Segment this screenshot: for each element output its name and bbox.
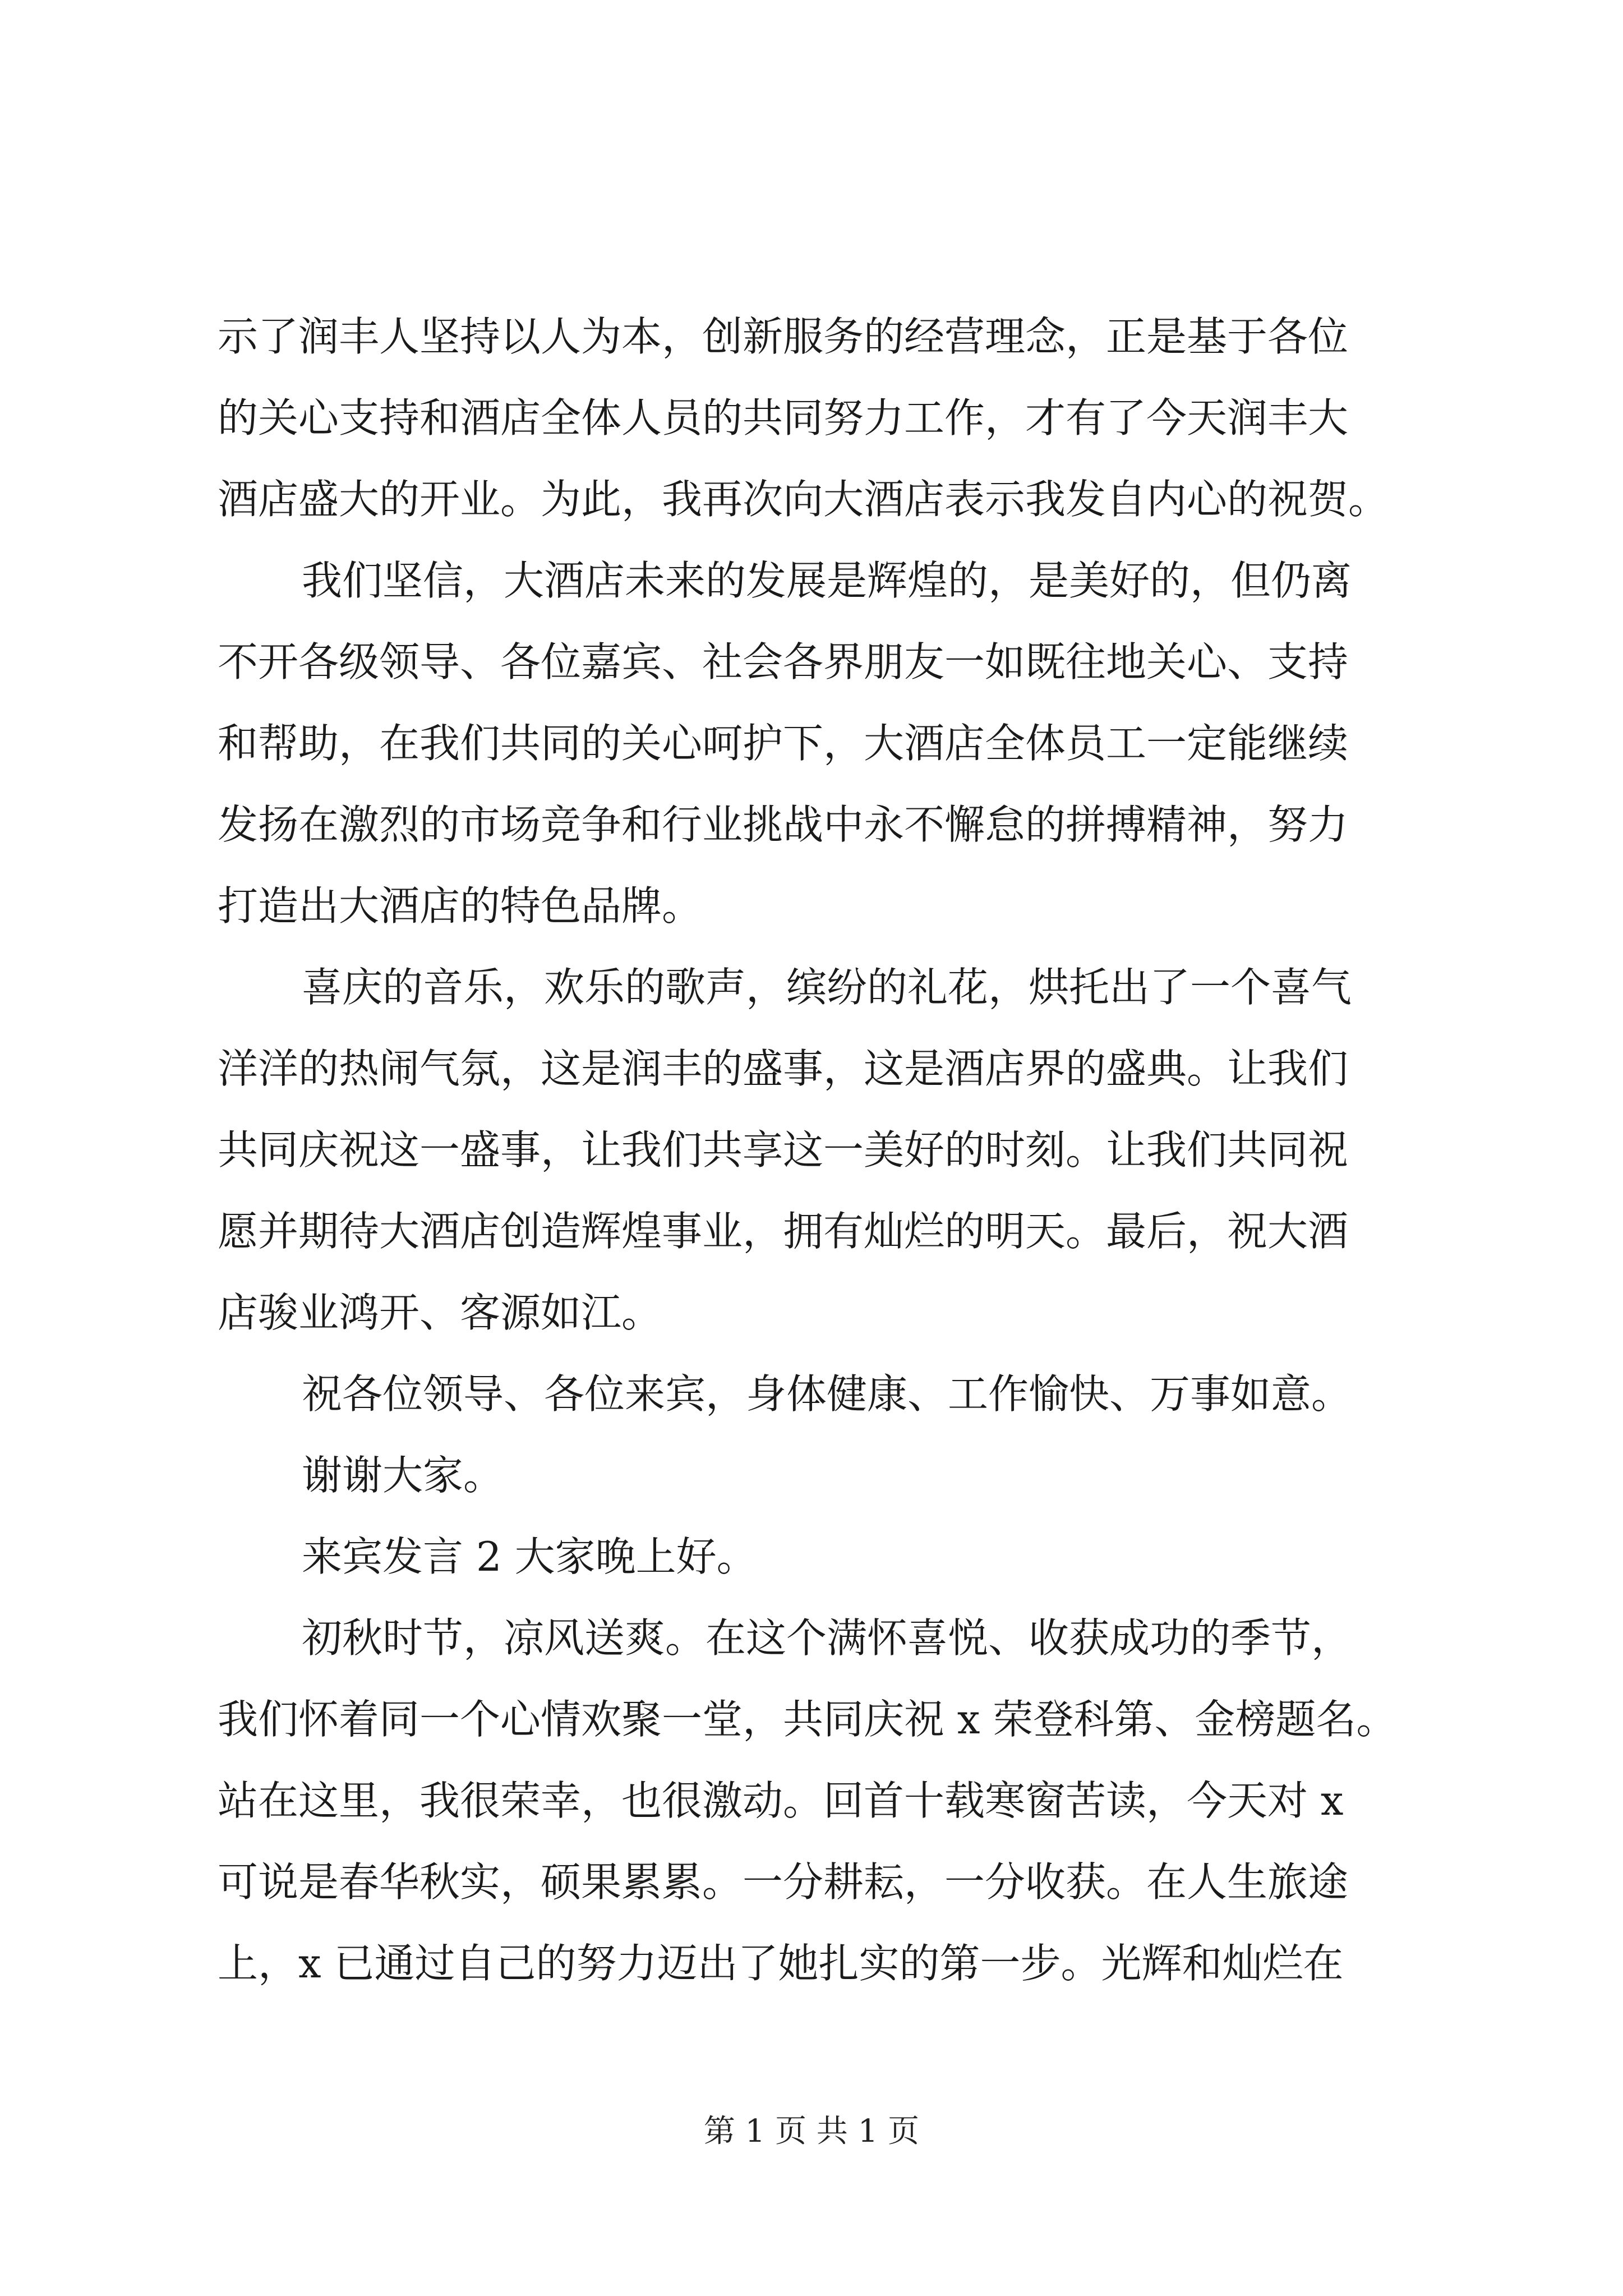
text-line-content: 示了润丰人坚持以人为本，创新服务的经营理念，正是基于各位 bbox=[218, 313, 1349, 360]
text-line-content: 发扬在激烈的市场竞争和行业挑战中永不懈怠的拼搏精神，努力 bbox=[218, 801, 1349, 848]
text-line-content: 洋洋的热闹气氛，这是润丰的盛事，这是酒店界的盛典。让我们 bbox=[218, 1045, 1349, 1092]
text-line bbox=[0, 547, 1623, 614]
text-line-content: 我们坚信，大酒店未来的发展是辉煌的，是美好的，但仍离 bbox=[302, 557, 1352, 604]
text-line bbox=[0, 1035, 1623, 1102]
text-line bbox=[0, 1604, 1623, 1672]
text-line-content: 我们怀着同一个心情欢聚一堂，共同庆祝 x 荣登科第、金榜题名。 bbox=[218, 1696, 1397, 1743]
text-line-content: 和帮助，在我们共同的关心呵护下，大酒店全体员工一定能继续 bbox=[218, 720, 1349, 767]
text-line bbox=[0, 384, 1623, 452]
text-line-content: 来宾发言 2 大家晚上好。 bbox=[302, 1533, 757, 1580]
text-line bbox=[0, 1279, 1623, 1346]
text-line bbox=[0, 466, 1623, 533]
text-line bbox=[0, 872, 1623, 940]
text-line bbox=[0, 1767, 1623, 1834]
text-line-content: 喜庆的音乐，欢乐的歌声，缤纷的礼花，烘托出了一个喜气 bbox=[302, 964, 1352, 1011]
text-line bbox=[0, 628, 1623, 696]
text-line-content: 初秋时节，凉风送爽。在这个满怀喜悦、收获成功的季节， bbox=[302, 1614, 1352, 1662]
text-line-content: 愿并期待大酒店创造辉煌事业，拥有灿烂的明天。最后，祝大酒 bbox=[218, 1208, 1349, 1255]
text-line-content: 共同庆祝这一盛事，让我们共享这一美好的时刻。让我们共同祝 bbox=[218, 1126, 1349, 1174]
text-line bbox=[0, 1686, 1623, 1753]
text-line bbox=[0, 1523, 1623, 1590]
text-line bbox=[0, 1930, 1623, 1997]
text-line-content: 的关心支持和酒店全体人员的共同努力工作，才有了今天润丰大 bbox=[218, 394, 1349, 441]
text-line bbox=[0, 1198, 1623, 1265]
text-line-content: 不开各级领导、各位嘉宾、社会各界朋友一如既往地关心、支持 bbox=[218, 638, 1349, 685]
text-line bbox=[0, 303, 1623, 370]
text-line-content: 谢谢大家。 bbox=[302, 1452, 504, 1499]
text-line-content: 祝各位领导、各位来宾，身体健康、工作愉快、万事如意。 bbox=[302, 1370, 1352, 1418]
text-line bbox=[0, 1442, 1623, 1509]
text-line-content: 打造出大酒店的特色品牌。 bbox=[218, 882, 703, 930]
text-line-content: 店骏业鸿开、客源如江。 bbox=[218, 1289, 662, 1336]
page-footer: 第 1 页 共 1 页 bbox=[703, 2113, 920, 2150]
text-line bbox=[0, 1116, 1623, 1184]
text-line-content: 站在这里，我很荣幸，也很激动。回首十载寒窗苦读，今天对 x bbox=[218, 1777, 1344, 1824]
text-line bbox=[0, 954, 1623, 1021]
text-line-content: 上，x 已通过自己的努力迈出了她扎实的第一步。光辉和灿烂在 bbox=[218, 1940, 1344, 1987]
text-line-content: 酒店盛大的开业。为此，我再次向大酒店表示我发自内心的祝贺。 bbox=[218, 476, 1389, 523]
text-line-content: 可说是春华秋实，硕果累累。一分耕耘，一分收获。在人生旅途 bbox=[218, 1858, 1349, 1906]
text-line bbox=[0, 1848, 1623, 1916]
text-line bbox=[0, 791, 1623, 858]
text-line bbox=[0, 1360, 1623, 1428]
text-line bbox=[0, 710, 1623, 777]
